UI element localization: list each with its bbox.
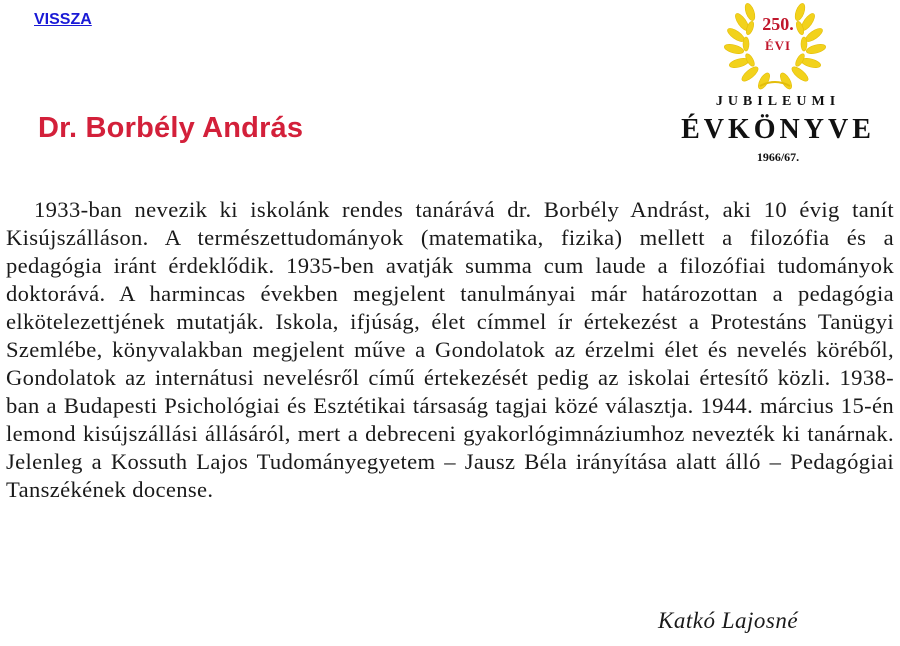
logo-line-evkonyve: ÉVKÖNYVE <box>681 114 875 145</box>
back-link[interactable]: VISSZA <box>34 11 92 28</box>
anniversary-number: 250. <box>762 14 794 34</box>
biography-text: 1933-ban nevezik ki iskolánk rendes tanárává dr. Borbély Andrást, aki 10 évig tanít Kisújszálláson. A természettudományok (matematika, fizika) mellett a filozófia és a pedagógia iránt érdeklődik. 1935-ben avatják summa cum laude a filozófiai tudományok doktorává. A harmincas években megjelent tanulmányai már határozottan a pedagógia elkötelezettjének mutatják. Iskola, ifjúság, élet címmel ír értekezést a Protestáns Tanügyi Szemlébe, könyvalakban megjelent műve a Gondolatok az érzelmi élet és nevelés köréből, Gondolatok az internátusi nevelésről című értekezését pedig az iskolai értesítő közli. 1938-ban a Budapesti Psichológiai és Esztétikai társaság tagjai közé választja. 1944. március 15-én lemond kisújszállási állásáról, mert a debreceni gyakorlógimnáziumhoz nevezték ki tanárnak. Jelenleg a Kossuth Lajos Tudományegyetem – Jausz Béla irányítása alatt álló – Pedagógiai Tanszékének docense. <box>6 197 894 502</box>
author-signature: Katkó Lajosné <box>658 608 799 633</box>
yearbook-logo <box>668 0 888 172</box>
page-title: Dr. Borbély András <box>38 112 304 144</box>
anniversary-label: ÉVI <box>764 38 792 53</box>
logo-line-jubileumi: JUBILEUMI <box>715 94 841 109</box>
logo-year: 1966/67. <box>756 150 800 164</box>
